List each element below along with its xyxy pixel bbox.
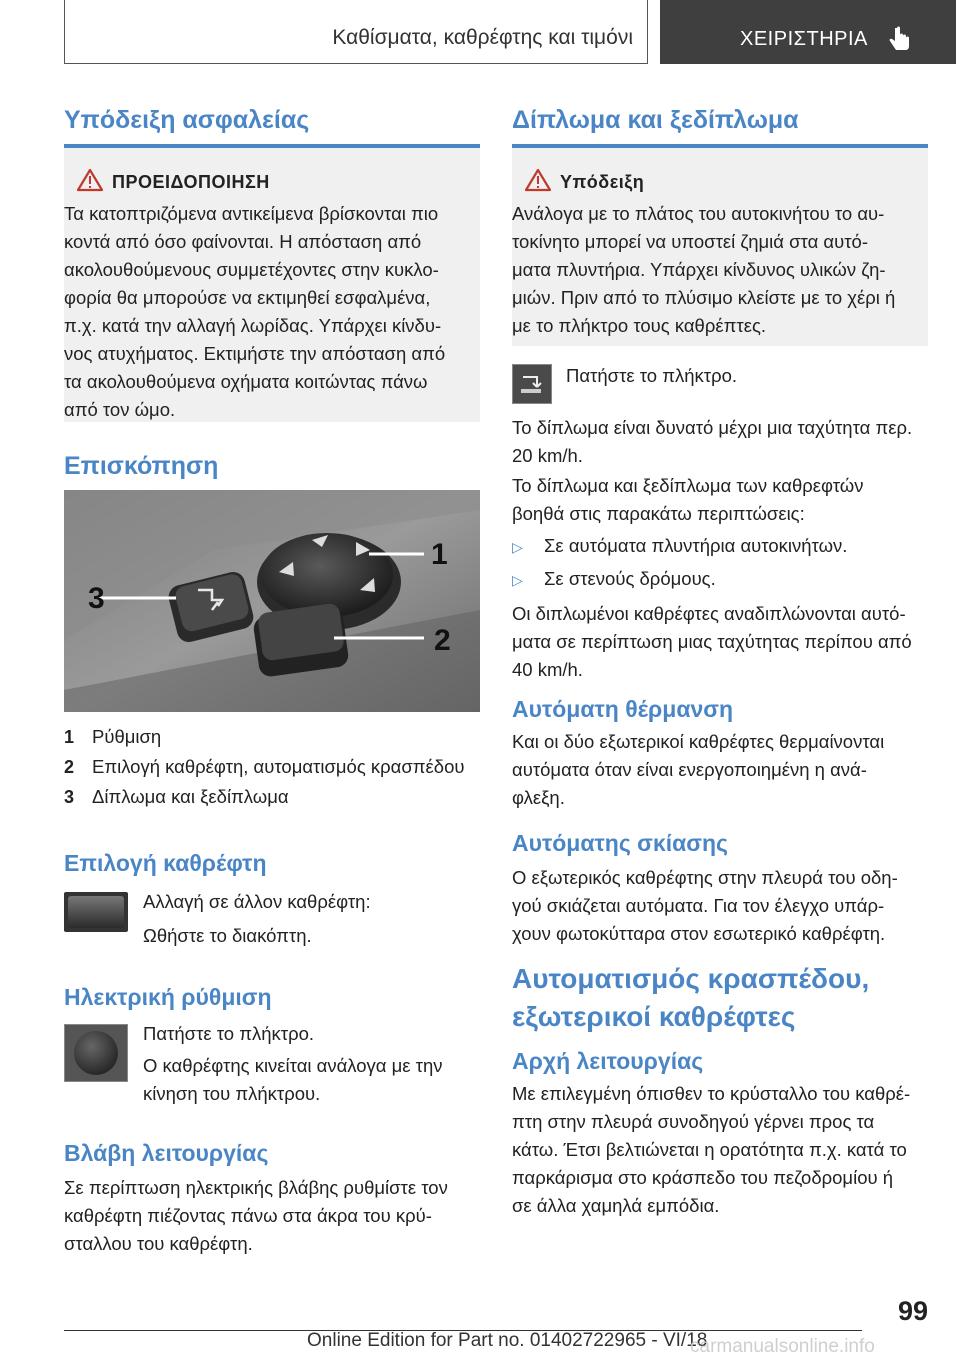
list-item: ▷ Σε στενούς δρόμους. <box>512 563 932 596</box>
dimming-text: Ο εξωτερικός καθρέφτης στην πλευρά του οδη‐ γού σκιάζεται αυτόματα. Για τον έλεγχο υπάρ‐ χουν φωτοκύτταρα στον εσωτερικό καθρέφτη. <box>512 867 898 944</box>
select-text-1: Αλλαγή σε άλλον καθρέφτη: <box>143 891 371 912</box>
fold-button-icon <box>512 364 552 404</box>
bullet-list <box>512 530 932 596</box>
edition-text: Online Edition for Part no. 01402722965 - VI/18 <box>307 1330 708 1351</box>
page-number: 99 <box>897 1296 928 1326</box>
chapter-title: Καθίσματα, καθρέφτης και τιμόνι <box>332 26 633 49</box>
warning-title: ΠΡΟΕΙΔΟΠΟΙΗΣΗ <box>112 172 270 192</box>
fold-press-text: Πατήστε το πλήκτρο. <box>566 365 738 386</box>
fault-heading: Βλάβη λειτουργίας <box>64 1140 269 1166</box>
electric-adjust-heading: Ηλεκτρική ρύθμιση <box>64 984 272 1010</box>
select-mirror-heading: Επιλογή καθρέφτη <box>64 850 267 876</box>
fault-text: Σε περίπτωση ηλεκτρικής βλάβης ρυθμίστε τον καθρέφτη πιέζοντας πάνω στα άκρα του κρύ‐ σταλλου του καθρέφτη. <box>64 1177 448 1254</box>
header-section-box <box>660 0 956 64</box>
note-text: Ανάλογα με το πλάτος του αυτοκινήτου το αυ‐ τοκίνητο μπορεί να υποστεί ζημιά στα αυτό‐ ματα πλυντήρια. Υπάρχει κίνδυνος υλικών ζη‐ μιών. Πριν από το πλύσιμο κλείστε με το χέρι ή με το πλήκτρο τους καθρέπτες. <box>512 203 896 336</box>
heating-text: Και οι δύο εξωτερικοί καθρέφτες θερμαίνονται αυτόματα όταν είναι ενεργοποιημένη η ανά‐ φλεξη. <box>512 731 885 808</box>
safety-heading: Υπόδειξη ασφαλείας <box>64 106 310 134</box>
note-title: Υπόδειξη <box>560 172 645 192</box>
speed-text: Το δίπλωμα είναι δυνατό μέχρι μια ταχύτητα περ. 20 km/h. <box>512 417 913 466</box>
legend-item: 2 Επιλογή καθρέφτη, αυτοματισμός κρασπέδου <box>64 756 465 777</box>
callout-2: 2 <box>434 624 451 657</box>
select-text-2: Ωθήστε το διακόπτη. <box>143 925 312 946</box>
warning-text: Τα κατοπτριζόμενα αντικείμενα βρίσκονται πιο κοντά από όσο φαίνονται. Η απόσταση από ακολουθούμενους συμμετέχοντες στην κυκλο‐ φορία θα μπορούσε να εκτιμηθεί εσφαλμένα, π.χ. κατά την αλλαγή λωρίδας. Υπάρχει κίνδυ‐ νος ατυχήματος. Εκτιμήστε την απόσταση από τα ακολουθούμενα οχήματα κοιτώντας πάνω από τον ώμο. <box>64 203 446 420</box>
bullet-triangle-icon: ▷ <box>512 572 523 588</box>
overview-heading: Επισκόπηση <box>64 452 219 480</box>
mirror-adjust-knob-icon <box>64 1024 128 1082</box>
list-item: ▷ Σε αυτόματα πλυντήρια αυτοκινήτων. <box>512 530 932 563</box>
legend-item: 1 Ρύθμιση <box>64 726 162 747</box>
legend-list <box>64 722 484 812</box>
auto-unfold-text: Οι διπλωμένοι καθρέφτες αναδιπλώνονται αυτό‐ ματα σε περίπτωση μιας ταχύτητας περίπου από 40 km/h. <box>512 603 912 680</box>
dimming-heading: Αυτόματης σκίασης <box>512 830 729 856</box>
note-box <box>512 148 928 346</box>
mirror-select-switch-icon <box>64 892 128 932</box>
legend-item: 3 Δίπλωμα και ξεδίπλωμα <box>64 786 289 807</box>
header-chapter-box <box>64 0 648 64</box>
mirror-switch-photo <box>64 490 480 712</box>
electric-text-2: Ο καθρέφτης κινείται ανάλογα με την κίνηση του πλήκτρου. <box>143 1055 443 1104</box>
section-title: ΧΕΙΡΙΣΤΗΡΙΑ <box>740 28 868 50</box>
helps-text: Το δίπλωμα και ξεδίπλωμα των καθρεφτών βοηθά στις παρακάτω περιπτώσεις: <box>512 475 864 524</box>
principle-heading: Αρχή λειτουργίας <box>512 1048 704 1074</box>
fold-heading: Δίπλωμα και ξεδίπλωμα <box>512 106 799 134</box>
electric-text-1: Πατήστε το πλήκτρο. <box>143 1023 315 1044</box>
warning-triangle-icon <box>76 168 104 192</box>
principle-text: Με επιλεγμένη όπισθεν το κρύσταλλο του καθρέ‐ πτη στην πλευρά συνοδηγού γέρνει προς τα κάτω. Έτσι βελτιώνεται η ορατότητα π.χ. κατά το παρκάρισμα στο κράσπεδο του πεζοδρομίου ή σε άλλα χαμηλά εμπόδια. <box>512 1083 911 1216</box>
hand-pointer-icon <box>888 26 914 54</box>
callout-1: 1 <box>431 538 448 571</box>
heating-heading: Αυτόματη θέρμανση <box>512 696 734 722</box>
callout-3: 3 <box>88 582 105 615</box>
watermark: carmanualsonline.info <box>690 1336 875 1357</box>
bullet-triangle-icon: ▷ <box>512 539 523 555</box>
note-triangle-icon <box>524 168 552 192</box>
curb-heading: Αυτοματισμός κρασπέδου, εξωτερικοί καθρέφτες <box>512 963 870 1032</box>
warning-box <box>64 148 480 422</box>
